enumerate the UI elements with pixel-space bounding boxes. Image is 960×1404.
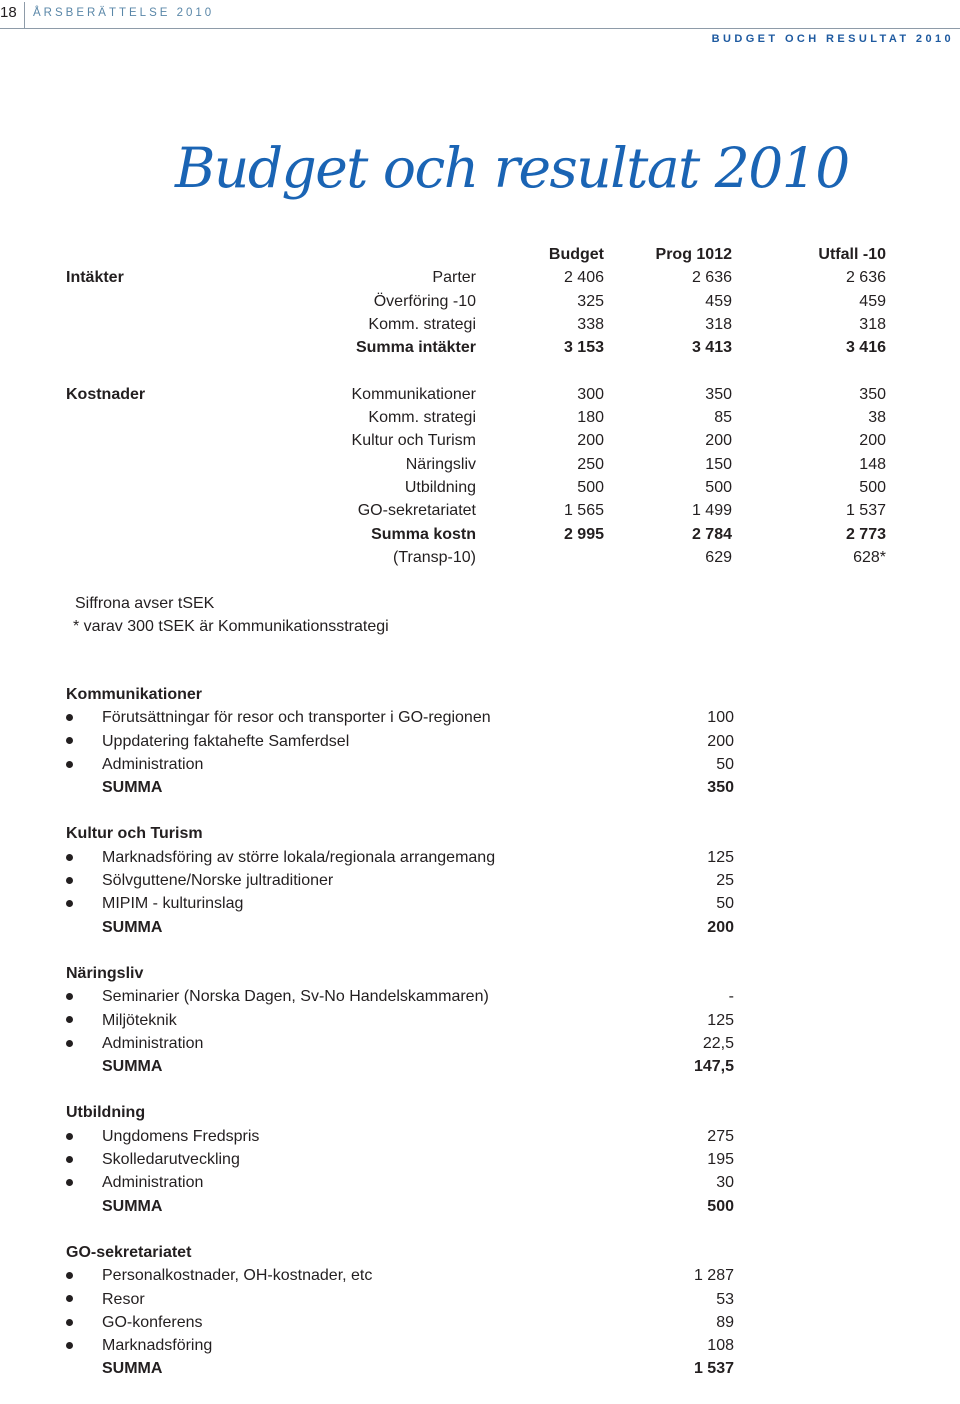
bullet-icon <box>66 1171 76 1194</box>
item-label: Resor <box>102 1290 145 1308</box>
item-value: 1 287 <box>693 1267 734 1285</box>
list-item <box>66 1171 734 1194</box>
item-label: Marknadsföring av större lokala/regionala arrangemang <box>102 848 496 866</box>
cost-breakdown <box>66 683 734 1404</box>
prog-value: 1 499 <box>691 502 732 520</box>
prog-value: 3 413 <box>691 339 732 357</box>
sum-row <box>66 776 734 799</box>
table-row <box>0 453 960 476</box>
sum-value: 350 <box>707 779 734 797</box>
row-label: Överföring -10 <box>373 292 476 310</box>
report-name: ÅRSBERÄTTELSE 2010 <box>33 7 215 19</box>
utfall-value: 459 <box>859 292 886 310</box>
item-label: Skolledarutveckling <box>102 1151 240 1169</box>
sum-value: 1 537 <box>693 1360 734 1378</box>
item-value: 108 <box>707 1337 734 1355</box>
breakdown-group-kultur-och-turism <box>66 822 734 938</box>
item-label: MIPIM - kulturinslag <box>102 895 244 913</box>
item-value: 50 <box>716 895 734 913</box>
item-value: - <box>728 988 734 1006</box>
utfall-value: 318 <box>859 315 886 333</box>
budget-value: 500 <box>577 478 604 496</box>
list-item <box>66 1032 734 1055</box>
table-header-row <box>0 243 960 266</box>
prog-value: 629 <box>705 548 732 566</box>
budget-value: 180 <box>577 409 604 427</box>
budget-value: 200 <box>577 432 604 450</box>
table-notes <box>75 592 389 638</box>
budget-value: 338 <box>577 315 604 333</box>
table-row <box>0 290 960 313</box>
bullet-icon <box>66 1125 76 1148</box>
budget-value: 3 153 <box>563 339 604 357</box>
utfall-value: 3 416 <box>845 339 886 357</box>
transp-label: (Transp-10) <box>393 548 476 566</box>
item-label: Miljöteknik <box>102 1011 177 1029</box>
item-value: 200 <box>707 732 734 750</box>
item-label: Administration <box>102 1034 204 1052</box>
bullet-icon <box>66 846 76 869</box>
bullet-icon <box>66 1288 76 1311</box>
bullet-icon <box>66 985 76 1008</box>
group-heading: Utbildning <box>66 1104 146 1122</box>
sum-row <box>66 916 734 939</box>
budget-table <box>0 243 960 569</box>
prog-value: 350 <box>705 385 732 403</box>
utfall-value: 500 <box>859 478 886 496</box>
table-row <box>0 546 960 569</box>
utfall-value: 1 537 <box>845 502 886 520</box>
list-item <box>66 1288 734 1311</box>
table-row <box>0 313 960 336</box>
bullet-icon <box>66 1009 76 1032</box>
item-label: Förutsättningar för resor och transporter i GO-regionen <box>102 709 491 727</box>
item-label: Sölvguttene/Norske jultraditioner <box>102 872 334 890</box>
row-label: Parter <box>432 269 476 287</box>
prog-value: 2 784 <box>691 525 732 543</box>
list-item <box>66 753 734 776</box>
item-label: GO-konferens <box>102 1313 203 1331</box>
budget-value: 250 <box>577 455 604 473</box>
row-label: Kultur och Turism <box>351 432 476 450</box>
unit-note: Siffrona avser tSEK <box>75 595 215 612</box>
prog-value: 150 <box>705 455 732 473</box>
column-header-prog: Prog 1012 <box>655 246 732 263</box>
item-value: 89 <box>716 1313 734 1331</box>
prog-value: 459 <box>705 292 732 310</box>
sum-label: SUMMA <box>102 1360 163 1378</box>
utfall-value: 38 <box>868 409 886 427</box>
sum-row <box>66 1055 734 1078</box>
item-value: 100 <box>707 709 734 727</box>
prog-value: 85 <box>714 409 732 427</box>
row-label: Näringsliv <box>405 455 476 473</box>
sum-label: SUMMA <box>102 918 163 936</box>
prog-value: 200 <box>705 432 732 450</box>
table-spacer <box>0 359 960 382</box>
sum-row <box>66 1357 734 1380</box>
group-heading: Kultur och Turism <box>66 825 203 843</box>
list-item <box>66 985 734 1008</box>
table-row <box>0 406 960 429</box>
sum-label: SUMMA <box>102 1197 163 1215</box>
table-row <box>0 499 960 522</box>
category-income: Intäkter <box>66 269 124 287</box>
category-costs: Kostnader <box>66 385 146 403</box>
item-label: Marknadsföring <box>102 1337 213 1355</box>
bullet-icon <box>66 730 76 753</box>
list-item <box>66 1009 734 1032</box>
list-item <box>66 1264 734 1287</box>
header-rule <box>0 28 960 29</box>
bullet-icon <box>66 892 76 915</box>
utfall-value: 200 <box>859 432 886 450</box>
bullet-icon <box>66 1311 76 1334</box>
item-value: 22,5 <box>702 1034 734 1052</box>
group-heading: GO-sekretariatet <box>66 1243 192 1261</box>
bullet-icon <box>66 869 76 892</box>
utfall-value: 350 <box>859 385 886 403</box>
item-value: 25 <box>716 872 734 890</box>
item-value: 275 <box>707 1127 734 1145</box>
utfall-value: 2 773 <box>845 525 886 543</box>
list-item <box>66 730 734 753</box>
page-number: 18 <box>0 4 17 21</box>
column-header-budget: Budget <box>548 246 604 263</box>
item-label: Administration <box>102 1174 204 1192</box>
budget-value: 325 <box>577 292 604 310</box>
group-heading: Näringsliv <box>66 964 144 982</box>
section-header: BUDGET OCH RESULTAT 2010 <box>711 33 954 45</box>
bullet-icon <box>66 1148 76 1171</box>
budget-value: 2 995 <box>563 525 604 543</box>
header-separator <box>24 2 25 28</box>
bullet-icon <box>66 1032 76 1055</box>
item-label: Personalkostnader, OH-kostnader, etc <box>102 1267 373 1285</box>
page-title: Budget och resultat 2010 <box>175 136 849 200</box>
bullet-icon <box>66 753 76 776</box>
budget-value: 1 565 <box>563 502 604 520</box>
item-value: 125 <box>707 1011 734 1029</box>
row-label: Komm. strategi <box>368 315 476 333</box>
group-heading: Kommunikationer <box>66 686 203 703</box>
sum-value: 500 <box>707 1197 734 1215</box>
total-costs-label: Summa kostn <box>371 525 476 543</box>
footnote: * varav 300 tSEK är Kommunikationsstrategi <box>73 618 389 635</box>
item-label: Administration <box>102 755 204 773</box>
item-label: Seminarier (Norska Dagen, Sv-No Handelskammaren) <box>102 988 489 1006</box>
list-item <box>66 1311 734 1334</box>
row-label: Kommunikationer <box>351 385 476 403</box>
total-income-label: Summa intäkter <box>355 339 476 357</box>
row-label: Utbildning <box>404 478 476 496</box>
breakdown-group-naringsliv <box>66 962 734 1078</box>
list-item <box>66 1125 734 1148</box>
list-item <box>66 1334 734 1357</box>
budget-value: 2 406 <box>563 269 604 287</box>
list-item <box>66 846 734 869</box>
sum-label: SUMMA <box>102 779 163 797</box>
row-label: GO-sekretariatet <box>357 502 476 520</box>
column-header-utfall: Utfall -10 <box>818 246 886 263</box>
item-value: 50 <box>716 755 734 773</box>
sum-row <box>66 1195 734 1218</box>
item-value: 30 <box>716 1174 734 1192</box>
item-label: Uppdatering faktahefte Samferdsel <box>102 732 350 750</box>
bullet-icon <box>66 706 76 729</box>
sum-value: 147,5 <box>693 1058 734 1076</box>
table-total-row <box>0 336 960 359</box>
bullet-icon <box>66 1334 76 1357</box>
list-item <box>66 892 734 915</box>
breakdown-group-kommunikationer <box>66 683 734 799</box>
prog-value: 2 636 <box>691 269 732 287</box>
row-label: Komm. strategi <box>368 409 476 427</box>
list-item <box>66 869 734 892</box>
utfall-value: 628* <box>853 548 886 566</box>
item-value: 125 <box>707 848 734 866</box>
list-item <box>66 1148 734 1171</box>
list-item <box>66 706 734 729</box>
breakdown-group-utbildning <box>66 1101 734 1217</box>
bullet-icon <box>66 1264 76 1287</box>
table-row <box>0 266 960 289</box>
prog-value: 318 <box>705 315 732 333</box>
item-value: 195 <box>707 1151 734 1169</box>
item-value: 53 <box>716 1290 734 1308</box>
table-row <box>0 383 960 406</box>
budget-value: 300 <box>577 385 604 403</box>
item-label: Ungdomens Fredspris <box>102 1127 260 1145</box>
sum-label: SUMMA <box>102 1058 163 1076</box>
utfall-value: 148 <box>859 455 886 473</box>
prog-value: 500 <box>705 478 732 496</box>
table-row <box>0 476 960 499</box>
breakdown-group-go-sekretariatet <box>66 1241 734 1381</box>
table-total-row <box>0 523 960 546</box>
table-row <box>0 429 960 452</box>
sum-value: 200 <box>707 918 734 936</box>
utfall-value: 2 636 <box>845 269 886 287</box>
